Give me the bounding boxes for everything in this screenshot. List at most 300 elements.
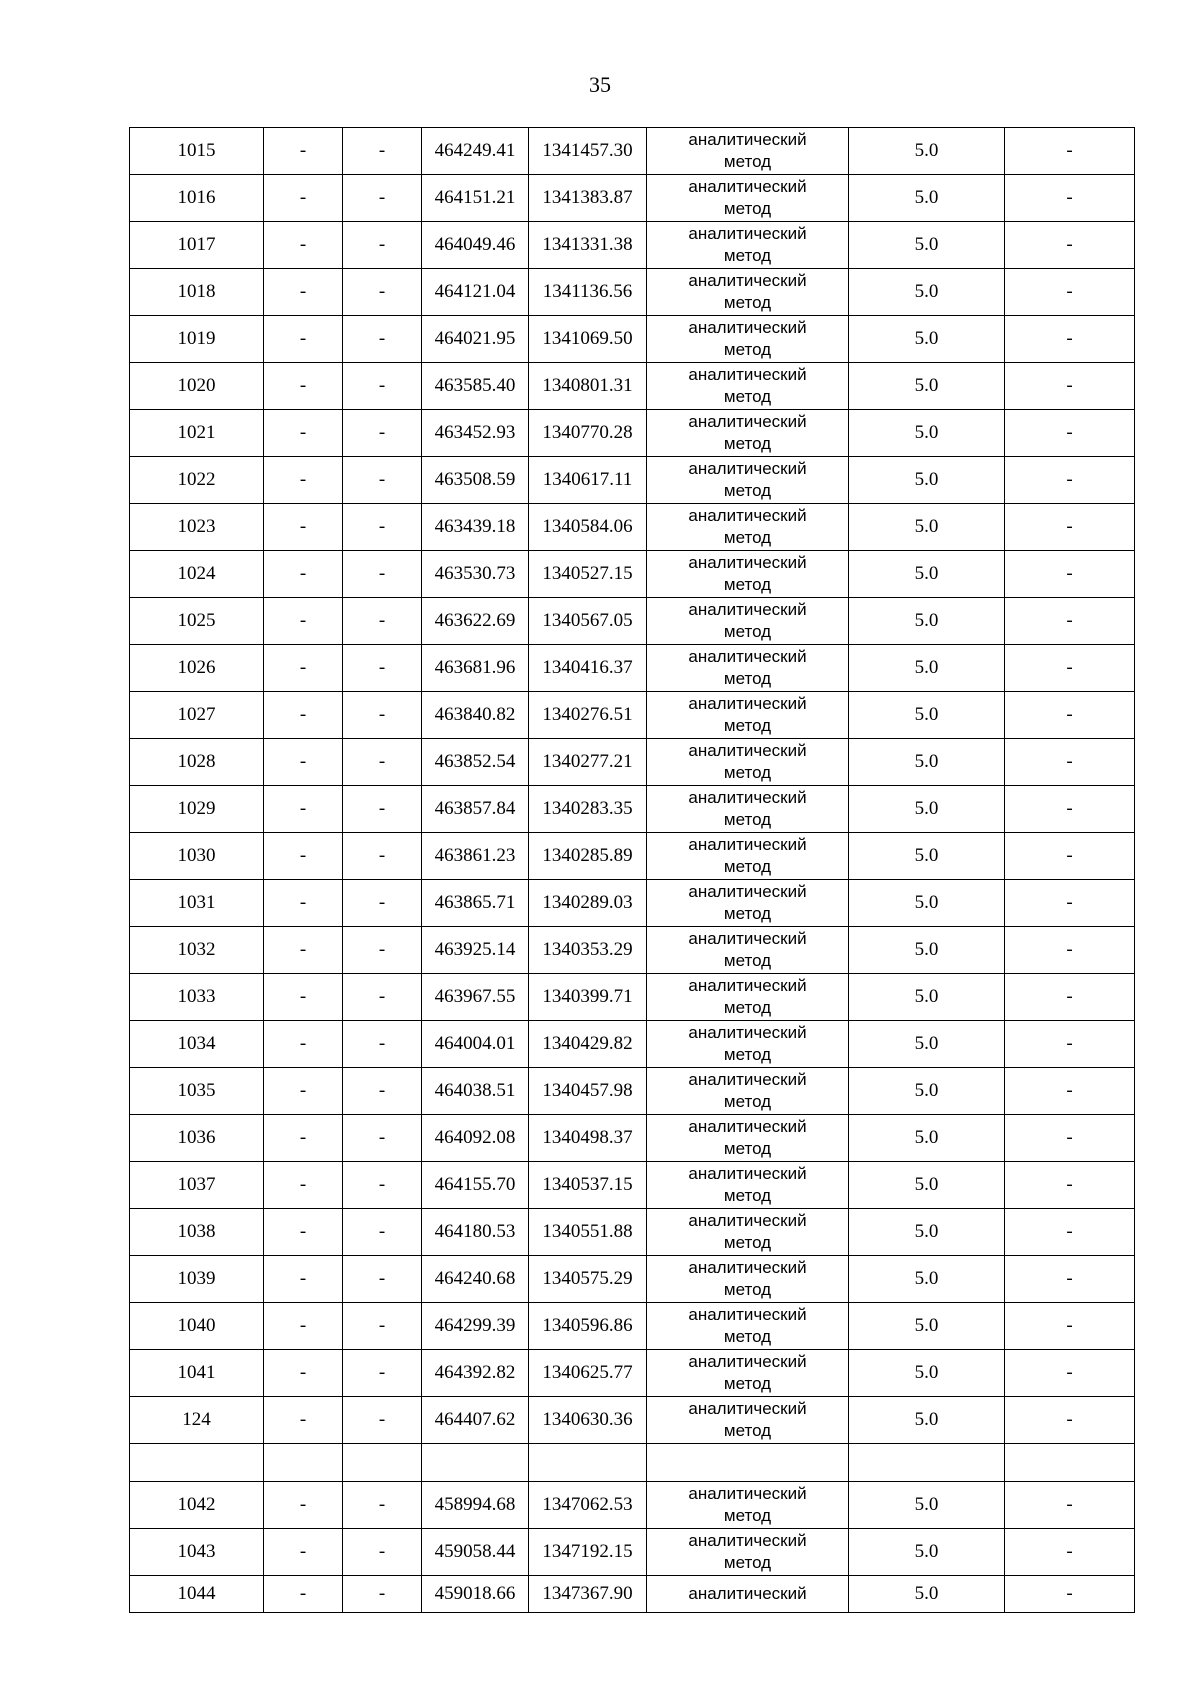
dash-cell: - [343, 316, 422, 363]
point-number-cell: 1032 [130, 927, 264, 974]
method-line-1: аналитический [688, 882, 807, 901]
dash-cell: - [343, 1529, 422, 1576]
dash-cell: - [343, 645, 422, 692]
dash-cell: - [1005, 1303, 1135, 1350]
method-cell [647, 457, 849, 504]
x-coordinate-cell: 464407.62 [422, 1397, 529, 1444]
method-line-1: аналитический [688, 1117, 807, 1136]
dash-cell: - [343, 1068, 422, 1115]
y-coordinate-cell: 1340285.89 [529, 833, 647, 880]
accuracy-cell: 5.0 [849, 1115, 1005, 1162]
x-coordinate-cell: 463585.40 [422, 363, 529, 410]
dash-cell: - [1005, 269, 1135, 316]
y-coordinate-cell: 1340399.71 [529, 974, 647, 1021]
dash-cell: - [343, 1397, 422, 1444]
y-coordinate-cell: 1340283.35 [529, 786, 647, 833]
method-cell [647, 927, 849, 974]
table-body [130, 128, 1135, 1613]
x-coordinate-cell: 463840.82 [422, 692, 529, 739]
dash-cell: - [343, 1576, 422, 1613]
point-number-cell: 1042 [130, 1482, 264, 1529]
point-number-cell [130, 1444, 264, 1482]
table-row [130, 1482, 1135, 1529]
accuracy-cell: 5.0 [849, 222, 1005, 269]
method-line-2: метод [723, 1553, 772, 1572]
dash-cell: - [264, 974, 343, 1021]
table-row [130, 457, 1135, 504]
table-row [130, 551, 1135, 598]
method-line-1: аналитический [688, 976, 807, 995]
method-cell [647, 1482, 849, 1529]
method-line-1: аналитический [688, 694, 807, 713]
y-coordinate-cell: 1340289.03 [529, 880, 647, 927]
dash-cell: - [264, 1397, 343, 1444]
dash-cell: - [343, 786, 422, 833]
method-line-1: аналитический [688, 741, 807, 760]
x-coordinate-cell: 464249.41 [422, 128, 529, 175]
accuracy-cell: 5.0 [849, 1021, 1005, 1068]
method-line-2: метод [723, 1233, 772, 1252]
x-coordinate-cell: 459018.66 [422, 1576, 529, 1613]
y-coordinate-cell: 1340630.36 [529, 1397, 647, 1444]
method-line-1: аналитический [688, 1258, 807, 1277]
method-cell [647, 1209, 849, 1256]
method-line-1: аналитический [688, 1484, 807, 1503]
accuracy-cell: 5.0 [849, 786, 1005, 833]
table-row [130, 1529, 1135, 1576]
method-line-2: метод [723, 1139, 772, 1158]
x-coordinate-cell: 464049.46 [422, 222, 529, 269]
x-coordinate-cell: 464151.21 [422, 175, 529, 222]
dash-cell: - [264, 457, 343, 504]
method-line-2: метод [723, 293, 772, 312]
dash-cell: - [264, 598, 343, 645]
method-line-2: метод [723, 622, 772, 641]
table-row [130, 739, 1135, 786]
method-cell [647, 1115, 849, 1162]
dash-cell: - [264, 833, 343, 880]
accuracy-cell: 5.0 [849, 645, 1005, 692]
method-line-2: метод [723, 998, 772, 1017]
dash-cell: - [343, 551, 422, 598]
table-row [130, 269, 1135, 316]
point-number-cell: 1017 [130, 222, 264, 269]
point-number-cell: 1035 [130, 1068, 264, 1115]
table-row [130, 175, 1135, 222]
point-number-cell: 1016 [130, 175, 264, 222]
dash-cell: - [264, 1068, 343, 1115]
method-line-1: аналитический [688, 1399, 807, 1418]
method-cell [647, 739, 849, 786]
method-cell [647, 692, 849, 739]
method-cell [647, 1162, 849, 1209]
x-coordinate-cell: 463508.59 [422, 457, 529, 504]
method-line-2: метод [723, 1280, 772, 1299]
method-line-1: аналитический [688, 1211, 807, 1230]
y-coordinate-cell: 1340353.29 [529, 927, 647, 974]
accuracy-cell: 5.0 [849, 1303, 1005, 1350]
dash-cell: - [1005, 175, 1135, 222]
method-line-2: метод [723, 199, 772, 218]
method-line-1: аналитический [688, 224, 807, 243]
dash-cell: - [264, 222, 343, 269]
method-line-2: метод [723, 1421, 772, 1440]
method-line-2: метод [723, 1506, 772, 1525]
point-number-cell: 1037 [130, 1162, 264, 1209]
dash-cell: - [264, 739, 343, 786]
method-line-1: аналитический [688, 130, 807, 149]
accuracy-cell: 5.0 [849, 833, 1005, 880]
dash-cell: - [264, 880, 343, 927]
method-line-2: метод [723, 951, 772, 970]
point-number-cell: 1023 [130, 504, 264, 551]
dash-cell: - [1005, 316, 1135, 363]
dash-cell: - [264, 504, 343, 551]
method-line-2: метод [723, 481, 772, 500]
dash-cell: - [343, 410, 422, 457]
table-row [130, 504, 1135, 551]
point-number-cell: 1020 [130, 363, 264, 410]
method-cell [647, 786, 849, 833]
dash-cell: - [1005, 739, 1135, 786]
accuracy-cell: 5.0 [849, 1256, 1005, 1303]
x-coordinate-cell: 463530.73 [422, 551, 529, 598]
dash-cell: - [343, 457, 422, 504]
x-coordinate-cell: 464299.39 [422, 1303, 529, 1350]
y-coordinate-cell: 1340551.88 [529, 1209, 647, 1256]
y-coordinate-cell: 1341331.38 [529, 222, 647, 269]
method-line-2: метод [723, 857, 772, 876]
table-row [130, 128, 1135, 175]
point-number-cell: 1018 [130, 269, 264, 316]
x-coordinate-cell: 463925.14 [422, 927, 529, 974]
y-coordinate-cell: 1340276.51 [529, 692, 647, 739]
x-coordinate-cell: 463857.84 [422, 786, 529, 833]
accuracy-cell: 5.0 [849, 880, 1005, 927]
accuracy-cell: 5.0 [849, 316, 1005, 363]
dash-cell: - [264, 645, 343, 692]
dash-cell: - [1005, 363, 1135, 410]
method-cell [647, 1021, 849, 1068]
method-line-1: аналитический [688, 1305, 807, 1324]
dash-cell: - [1005, 410, 1135, 457]
dash-cell: - [343, 504, 422, 551]
x-coordinate-cell: 464392.82 [422, 1350, 529, 1397]
dash-cell: - [264, 927, 343, 974]
method-line-1: аналитический [688, 271, 807, 290]
dash-cell: - [1005, 927, 1135, 974]
point-number-cell: 1040 [130, 1303, 264, 1350]
dash-cell [1005, 1444, 1135, 1482]
x-coordinate-cell: 464004.01 [422, 1021, 529, 1068]
dash-cell: - [343, 222, 422, 269]
table-row [130, 1303, 1135, 1350]
dash-cell: - [1005, 974, 1135, 1021]
dash-cell: - [343, 598, 422, 645]
method-line-2: метод [723, 152, 772, 171]
method-line-2: метод [723, 1045, 772, 1064]
x-coordinate-cell: 464180.53 [422, 1209, 529, 1256]
accuracy-cell: 5.0 [849, 1397, 1005, 1444]
accuracy-cell: 5.0 [849, 598, 1005, 645]
y-coordinate-cell: 1340770.28 [529, 410, 647, 457]
method-line-1: аналитический [688, 1352, 807, 1371]
y-coordinate-cell: 1340584.06 [529, 504, 647, 551]
dash-cell: - [1005, 833, 1135, 880]
method-cell [647, 1529, 849, 1576]
dash-cell: - [343, 363, 422, 410]
dash-cell: - [1005, 1350, 1135, 1397]
dash-cell: - [1005, 128, 1135, 175]
method-line-2: метод [723, 763, 772, 782]
dash-cell: - [1005, 1529, 1135, 1576]
x-coordinate-cell: 463852.54 [422, 739, 529, 786]
dash-cell: - [264, 316, 343, 363]
y-coordinate-cell [529, 1444, 647, 1482]
dash-cell: - [264, 692, 343, 739]
dash-cell: - [264, 1529, 343, 1576]
method-line-1: аналитический [688, 835, 807, 854]
method-cell [647, 363, 849, 410]
dash-cell: - [343, 1162, 422, 1209]
accuracy-cell: 5.0 [849, 1576, 1005, 1613]
dash-cell: - [343, 1350, 422, 1397]
x-coordinate-cell: 458994.68 [422, 1482, 529, 1529]
point-number-cell: 1030 [130, 833, 264, 880]
method-line-1: аналитический [688, 647, 807, 666]
table-row [130, 222, 1135, 269]
point-number-cell: 1033 [130, 974, 264, 1021]
point-number-cell: 1043 [130, 1529, 264, 1576]
x-coordinate-cell: 463681.96 [422, 645, 529, 692]
method-cell [647, 1397, 849, 1444]
dash-cell: - [1005, 504, 1135, 551]
dash-cell: - [343, 739, 422, 786]
dash-cell: - [264, 551, 343, 598]
dash-cell: - [343, 1021, 422, 1068]
accuracy-cell: 5.0 [849, 1068, 1005, 1115]
point-number-cell: 1021 [130, 410, 264, 457]
x-coordinate-cell: 463865.71 [422, 880, 529, 927]
dash-cell: - [264, 1115, 343, 1162]
dash-cell: - [343, 833, 422, 880]
dash-cell: - [264, 175, 343, 222]
table-row [130, 1162, 1135, 1209]
dash-cell: - [264, 410, 343, 457]
y-coordinate-cell: 1340575.29 [529, 1256, 647, 1303]
table-row [130, 1021, 1135, 1068]
method-cell [647, 316, 849, 363]
dash-cell: - [264, 1576, 343, 1613]
y-coordinate-cell: 1347192.15 [529, 1529, 647, 1576]
dash-cell: - [1005, 692, 1135, 739]
y-coordinate-cell: 1340429.82 [529, 1021, 647, 1068]
table-row [130, 410, 1135, 457]
dash-cell: - [343, 974, 422, 1021]
x-coordinate-cell [422, 1444, 529, 1482]
point-number-cell: 1027 [130, 692, 264, 739]
table-row [130, 1397, 1135, 1444]
y-coordinate-cell: 1341069.50 [529, 316, 647, 363]
dash-cell: - [343, 692, 422, 739]
y-coordinate-cell: 1341383.87 [529, 175, 647, 222]
method-cell [647, 410, 849, 457]
dash-cell: - [264, 128, 343, 175]
point-number-cell: 1031 [130, 880, 264, 927]
method-cell [647, 1256, 849, 1303]
accuracy-cell: 5.0 [849, 269, 1005, 316]
dash-cell: - [1005, 1115, 1135, 1162]
dash-cell: - [1005, 598, 1135, 645]
dash-cell [264, 1444, 343, 1482]
point-number-cell: 1026 [130, 645, 264, 692]
dash-cell: - [343, 1482, 422, 1529]
point-number-cell: 1028 [130, 739, 264, 786]
table-row [130, 1115, 1135, 1162]
point-number-cell: 124 [130, 1397, 264, 1444]
method-line-1: аналитический [688, 553, 807, 572]
x-coordinate-cell: 464038.51 [422, 1068, 529, 1115]
point-number-cell: 1024 [130, 551, 264, 598]
dash-cell: - [264, 363, 343, 410]
y-coordinate-cell: 1340498.37 [529, 1115, 647, 1162]
accuracy-cell: 5.0 [849, 551, 1005, 598]
point-number-cell: 1025 [130, 598, 264, 645]
x-coordinate-cell: 464021.95 [422, 316, 529, 363]
dash-cell: - [1005, 786, 1135, 833]
table-row [130, 974, 1135, 1021]
y-coordinate-cell: 1341457.30 [529, 128, 647, 175]
y-coordinate-cell: 1340527.15 [529, 551, 647, 598]
table-row [130, 1068, 1135, 1115]
point-number-cell: 1036 [130, 1115, 264, 1162]
x-coordinate-cell: 463622.69 [422, 598, 529, 645]
method-line-1: аналитический [688, 365, 807, 384]
dash-cell: - [343, 128, 422, 175]
method-cell [647, 1350, 849, 1397]
table-row [130, 880, 1135, 927]
method-line-1: аналитический [688, 1531, 807, 1550]
point-number-cell: 1034 [130, 1021, 264, 1068]
method-cell [647, 269, 849, 316]
dash-cell: - [1005, 1068, 1135, 1115]
y-coordinate-cell: 1340457.98 [529, 1068, 647, 1115]
table-row [130, 927, 1135, 974]
accuracy-cell: 5.0 [849, 692, 1005, 739]
x-coordinate-cell: 463439.18 [422, 504, 529, 551]
method-line-1: аналитический [688, 1584, 807, 1603]
y-coordinate-cell: 1340625.77 [529, 1350, 647, 1397]
y-coordinate-cell: 1340596.86 [529, 1303, 647, 1350]
method-line-2: метод [723, 1092, 772, 1111]
dash-cell: - [264, 1021, 343, 1068]
method-cell [647, 880, 849, 927]
method-cell [647, 1068, 849, 1115]
method-line-2: метод [723, 575, 772, 594]
dash-cell: - [1005, 1209, 1135, 1256]
table-row [130, 598, 1135, 645]
x-coordinate-cell: 464155.70 [422, 1162, 529, 1209]
method-line-1: аналитический [688, 600, 807, 619]
method-line-1: аналитический [688, 929, 807, 948]
accuracy-cell: 5.0 [849, 504, 1005, 551]
accuracy-cell: 5.0 [849, 974, 1005, 1021]
accuracy-cell: 5.0 [849, 1209, 1005, 1256]
method-line-2: метод [723, 716, 772, 735]
method-line-1: аналитический [688, 412, 807, 431]
dash-cell: - [264, 269, 343, 316]
table-row [130, 645, 1135, 692]
y-coordinate-cell: 1340567.05 [529, 598, 647, 645]
dash-cell: - [343, 175, 422, 222]
accuracy-cell: 5.0 [849, 739, 1005, 786]
y-coordinate-cell: 1340801.31 [529, 363, 647, 410]
table-row [130, 1350, 1135, 1397]
dash-cell: - [1005, 457, 1135, 504]
dash-cell: - [1005, 1397, 1135, 1444]
y-coordinate-cell: 1340416.37 [529, 645, 647, 692]
point-number-cell: 1015 [130, 128, 264, 175]
accuracy-cell: 5.0 [849, 457, 1005, 504]
dash-cell: - [343, 1303, 422, 1350]
dash-cell: - [264, 1482, 343, 1529]
coordinates-table [129, 127, 1135, 1613]
x-coordinate-cell: 463861.23 [422, 833, 529, 880]
dash-cell: - [343, 1209, 422, 1256]
method-line-1: аналитический [688, 506, 807, 525]
method-cell [647, 1444, 849, 1482]
dash-cell: - [264, 1350, 343, 1397]
method-line-2: метод [723, 434, 772, 453]
method-cell [647, 551, 849, 598]
table-row [130, 786, 1135, 833]
point-number-cell: 1022 [130, 457, 264, 504]
accuracy-cell: 5.0 [849, 363, 1005, 410]
method-line-1: аналитический [688, 318, 807, 337]
point-number-cell: 1038 [130, 1209, 264, 1256]
dash-cell: - [1005, 222, 1135, 269]
dash-cell: - [1005, 1256, 1135, 1303]
table-row [130, 1256, 1135, 1303]
method-line-2: метод [723, 340, 772, 359]
method-cell [647, 504, 849, 551]
point-number-cell: 1044 [130, 1576, 264, 1613]
empty-row [130, 1444, 1135, 1482]
dash-cell: - [1005, 1482, 1135, 1529]
table-row [130, 316, 1135, 363]
x-coordinate-cell: 459058.44 [422, 1529, 529, 1576]
table-row [130, 363, 1135, 410]
table-row [130, 692, 1135, 739]
dash-cell [343, 1444, 422, 1482]
table-row [130, 1209, 1135, 1256]
y-coordinate-cell: 1340537.15 [529, 1162, 647, 1209]
dash-cell: - [1005, 1021, 1135, 1068]
method-line-1: аналитический [688, 1023, 807, 1042]
point-number-cell: 1029 [130, 786, 264, 833]
accuracy-cell [849, 1444, 1005, 1482]
method-cell [647, 175, 849, 222]
method-cell [647, 598, 849, 645]
x-coordinate-cell: 464240.68 [422, 1256, 529, 1303]
dash-cell: - [1005, 1162, 1135, 1209]
method-line-1: аналитический [688, 788, 807, 807]
method-line-2: метод [723, 528, 772, 547]
dash-cell: - [1005, 880, 1135, 927]
accuracy-cell: 5.0 [849, 410, 1005, 457]
method-line-2: метод [723, 1186, 772, 1205]
y-coordinate-cell: 1340277.21 [529, 739, 647, 786]
